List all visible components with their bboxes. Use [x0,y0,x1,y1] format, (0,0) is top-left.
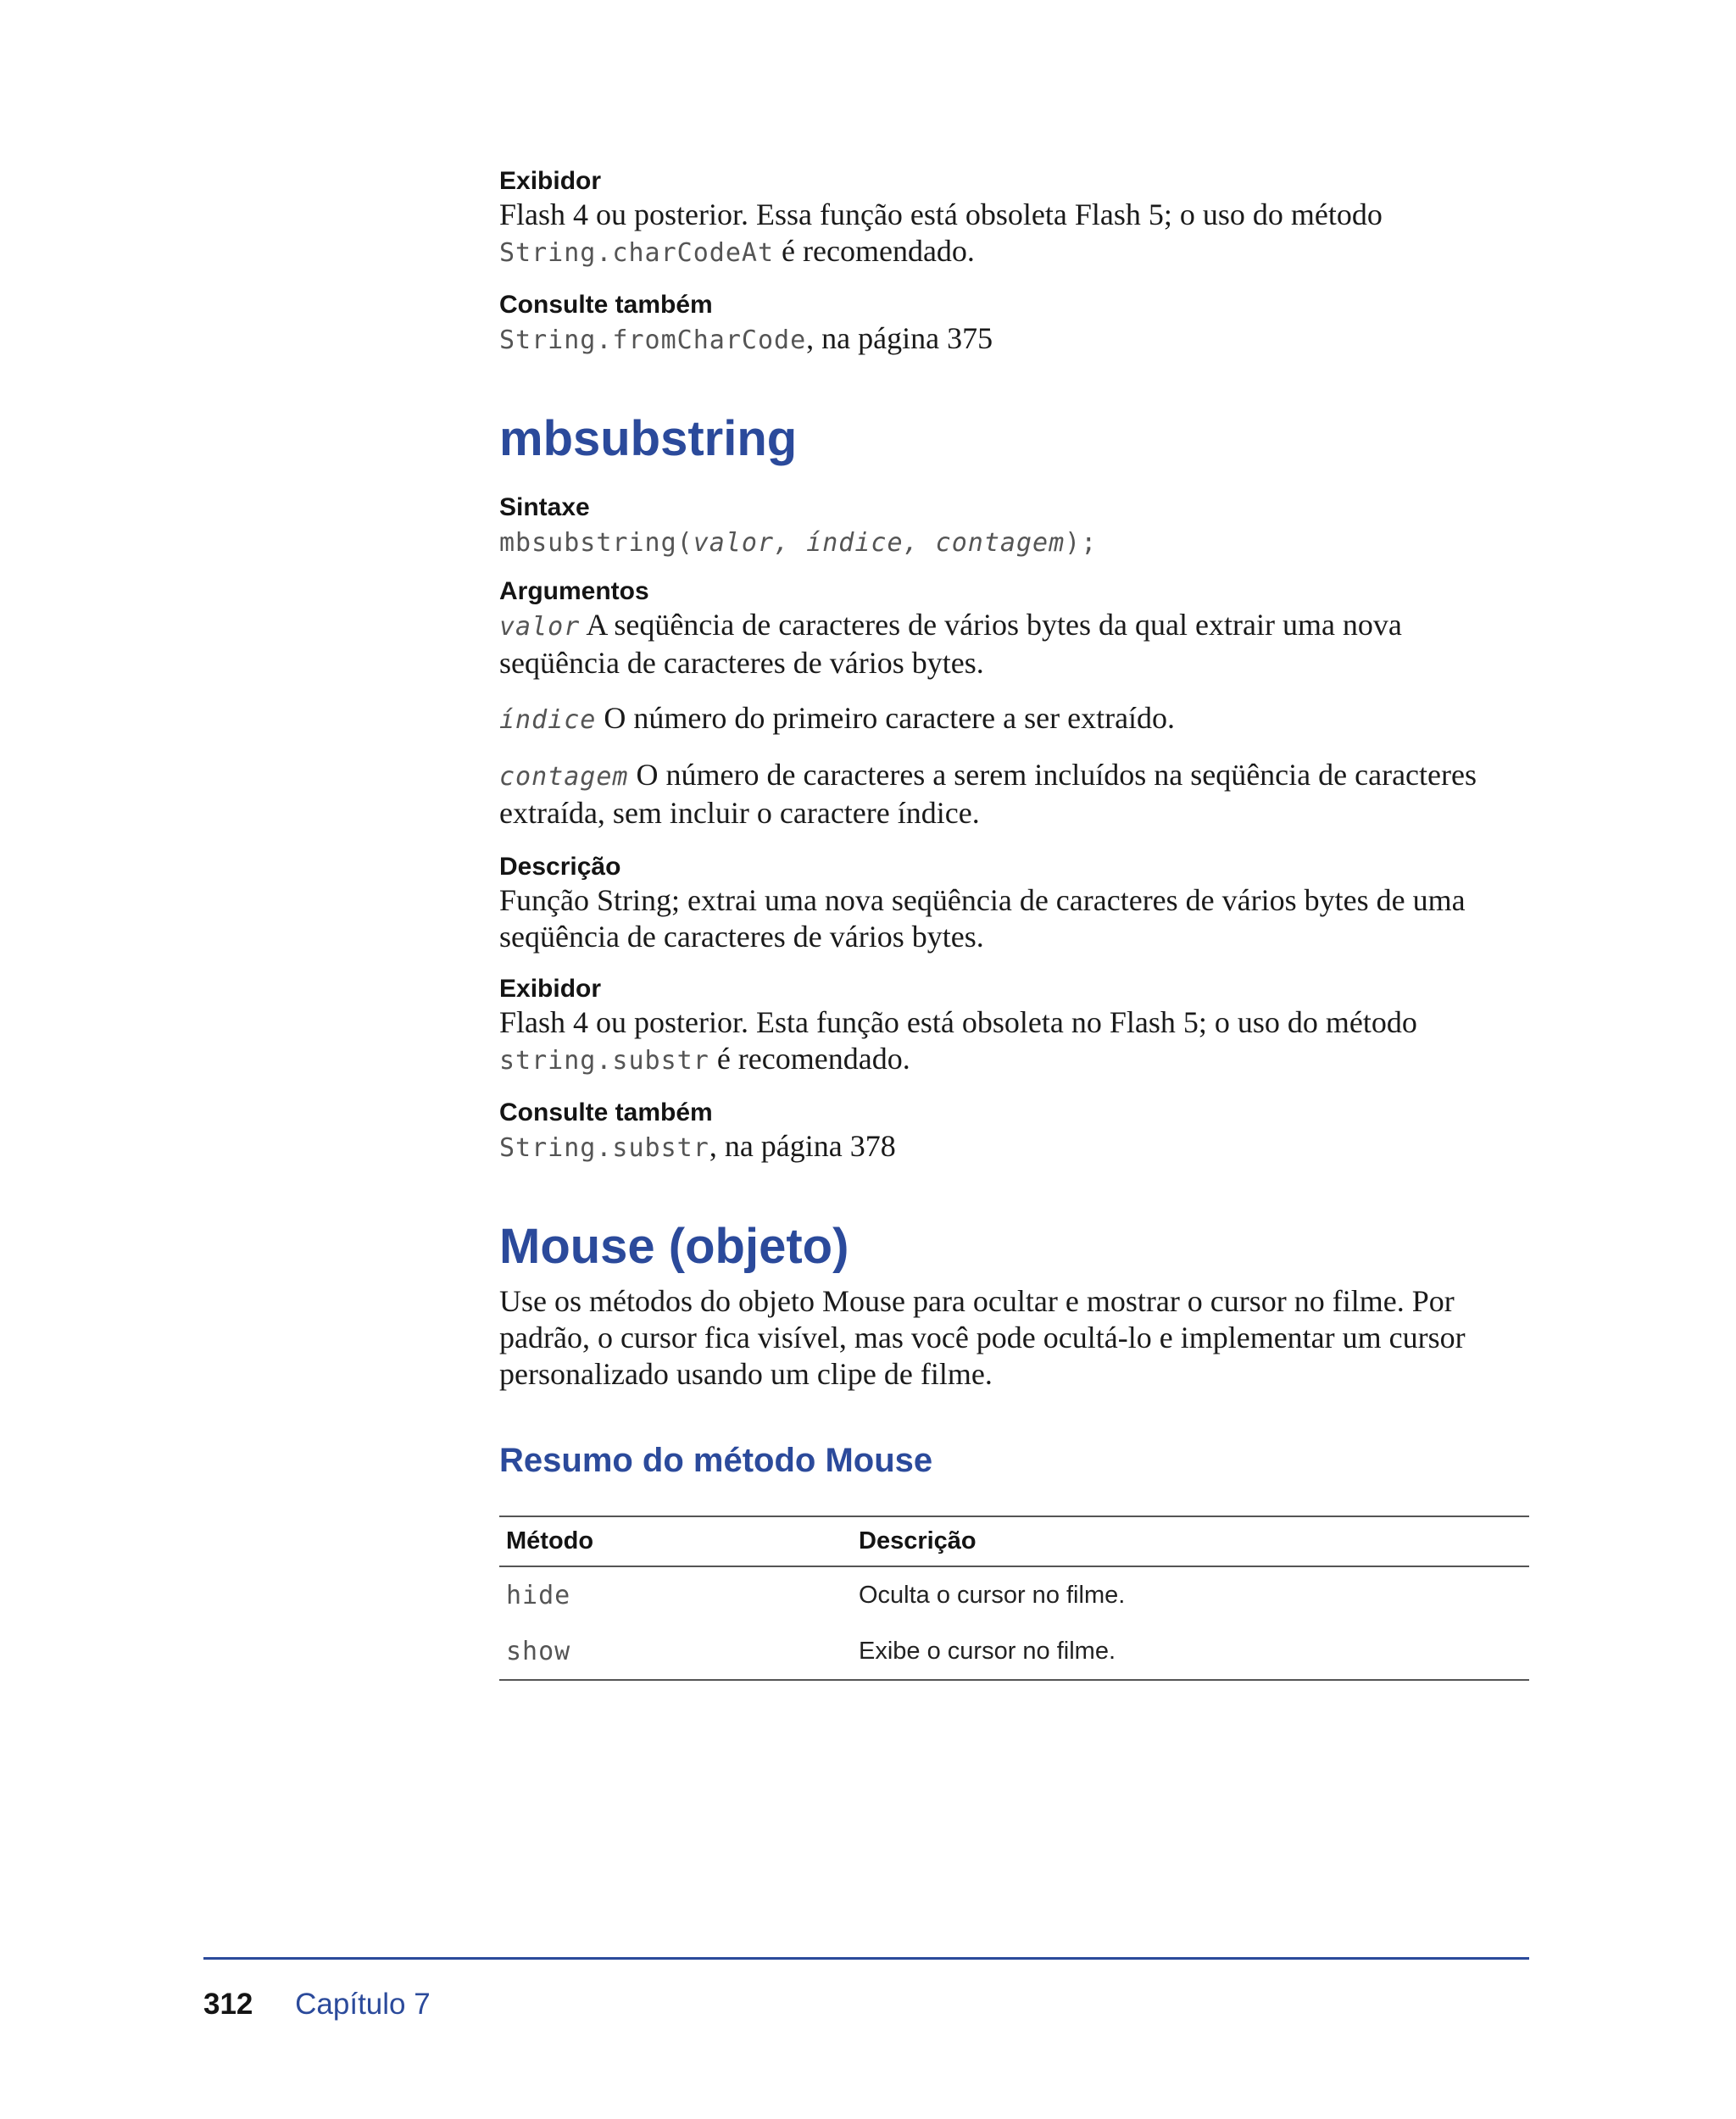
page-number: 312 [203,1988,253,2021]
method-name: show [499,1623,852,1680]
mb-exibidor-text [499,1004,1529,1079]
argument-valor [499,607,1529,681]
arg-contagem-code: contagem [499,762,629,792]
method-description: Oculta o cursor no filme. [859,1582,1126,1609]
table-row [499,1623,1529,1680]
sintaxe-code-line [499,523,1529,561]
arg-valor-code: valor [499,612,581,642]
consulte-page-ref: , na página 375 [806,321,993,355]
arg-indice-text: O número do primeiro caractere a ser extraído. [596,701,1176,735]
exibidor-code: String.charCodeAt [499,238,775,268]
mbsubstring-title: mbsubstring [499,411,798,466]
mb-consulte-page-ref: , na página 378 [709,1129,896,1163]
page-content [499,166,1529,1681]
sintaxe-label: Sintaxe [499,493,590,521]
table-header-row [499,1516,1529,1566]
mouse-summary-title: Resumo do método Mouse [499,1442,933,1479]
descricao-label: Descrição [499,853,621,881]
consulte-text [499,320,1529,359]
sintaxe-code-start: mbsubstring( [499,528,693,558]
page-footer [203,1988,431,2022]
sintaxe-code-end: ); [1065,528,1098,558]
exibidor-label: Exibidor [499,167,602,195]
arg-indice-code: índice [499,705,597,735]
mb-exibidor-label: Exibidor [499,975,602,1003]
footer-rule [203,1957,1529,1960]
mb-consulte-text [499,1128,1529,1166]
mb-exibidor-text-part1: Flash 4 ou posterior. Esta função está obsoleta no Flash 5; o uso do método [499,1005,1417,1039]
mb-exibidor-text-part2: é recomendado. [709,1042,910,1076]
exibidor-text-part1: Flash 4 ou posterior. Essa função está obsoleta Flash 5; o uso do método [499,197,1383,231]
consulte-code-link[interactable]: String.fromCharCode [499,325,807,355]
consulte-label: Consulte também [499,291,713,319]
mouse-method-table [499,1516,1529,1681]
mouse-title: Mouse (objeto) [499,1219,849,1274]
table-header-description: Descrição [852,1516,1529,1566]
arg-contagem-text: O número de caracteres a serem incluídos na seqüência de caracteres extraída, sem incluir o caractere índice. [499,758,1477,830]
mb-consulte-label: Consulte também [499,1098,713,1126]
sintaxe-code-args: valor, índice, contagem [693,528,1066,558]
argument-contagem [499,757,1529,831]
chapter-label: Capítulo 7 [295,1988,431,2021]
exibidor-text-part2: é recomendado. [774,234,975,268]
descricao-text: Função String; extrai uma nova seqüência de caracteres de vários bytes de uma seqüência de caracteres de vários bytes. [499,883,1466,954]
mouse-intro: Use os métodos do objeto Mouse para ocultar e mostrar o cursor no filme. Por padrão, o cursor fica visível, mas você pode ocultá-lo e implementar um cursor personalizado usando um clipe de filme. [499,1284,1466,1391]
argument-indice [499,700,1529,738]
method-name: hide [506,1581,571,1610]
arg-valor-text: A seqüência de caracteres de vários bytes da qual extrair uma nova seqüência de caracteres de vários bytes. [499,608,1402,680]
table-header-method: Método [499,1516,852,1566]
table-row [499,1566,1529,1623]
mb-consulte-code-link[interactable]: String.substr [499,1133,709,1163]
argumentos-label: Argumentos [499,577,649,605]
exibidor-text [499,197,1529,271]
method-description: Exibe o cursor no filme. [852,1623,1529,1680]
mb-exibidor-code: string.substr [499,1046,709,1076]
